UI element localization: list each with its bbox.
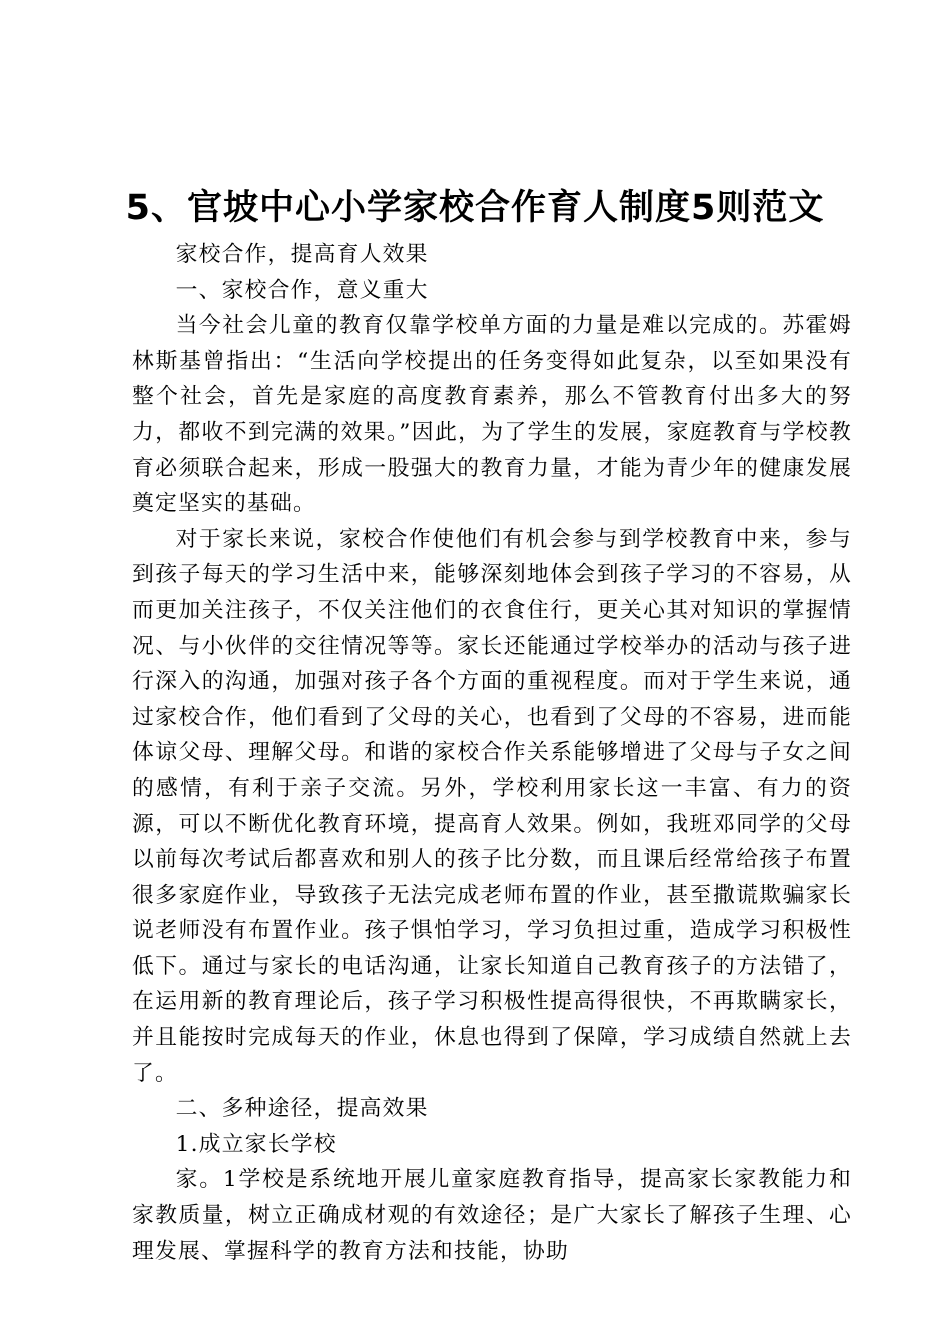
paragraph: 家。1学校是系统地开展儿童家庭教育指导，提高家长家教能力和家教质量，树立正确成材观的有效途径；是广大家长了解孩子生理、心理发展、掌握科学的教育方法和技能，协助: [132, 1167, 852, 1264]
section-heading-1: 一、家校合作，意义重大: [175, 277, 429, 303]
subsection-heading-1: 1.成立家长学校: [175, 1131, 337, 1157]
document-body: [132, 237, 852, 1269]
paragraph: 对于家长来说，家校合作使他们有机会参与到学校教育中来，参与到孩子每天的学习生活中来，能够深刻地体会到孩子学习的不容易，从而更加关注孩子，不仅关注他们的衣食住行，更关心其对知识的掌握情况、与小伙伴的交往情况等等。家长还能通过学校举办的活动与孩子进行深入的沟通，加强对孩子各个方面的重视程度。而对于学生来说，通过家校合作，他们看到了父母的关心，也看到了父母的不容易，进而能体谅父母、理解父母。和谐的家校合作关系能够增进了父母与子女之间的感情，有利于亲子交流。另外，学校利用家长这一丰富、有力的资源，可以不断优化教育环境，提高育人效果。例如，我班邓同学的父母以前每次考试后都喜欢和别人的孩子比分数，而且课后经常给孩子布置很多家庭作业，导致孩子无法完成老师布置的作业，甚至撒谎欺骗家长说老师没有布置作业。孩子惧怕学习，学习负担过重，造成学习积极性低下。通过与家长的电话沟通，让家长知道自己教育孩子的方法错了，在运用新的教育理论后，孩子学习积极性提高得很快，不再欺瞒家长，并且能按时完成每天的作业，休息也得到了保障，学习成绩自然就上去了。: [132, 526, 852, 1086]
subtitle: 家校合作，提高育人效果: [175, 242, 429, 267]
document-title: 5、官坡中心小学家校合作育人制度5则范文: [125, 188, 825, 228]
paragraph: 当今社会儿童的教育仅靠学校单方面的力量是难以完成的。苏霍姆林斯基曾指出：“生活向学校提出的任务变得如此复杂，以至如果没有整个社会，首先是家庭的高度教育素养，那么不管教育付出多大的努力，都收不到完满的效果。”因此，为了学生的发展，家庭教育与学校教育必须联合起来，形成一股强大的教育力量，才能为青少年的健康发展奠定坚实的基础。: [132, 313, 852, 517]
section-heading-2: 二、多种途径，提高效果: [175, 1096, 429, 1122]
